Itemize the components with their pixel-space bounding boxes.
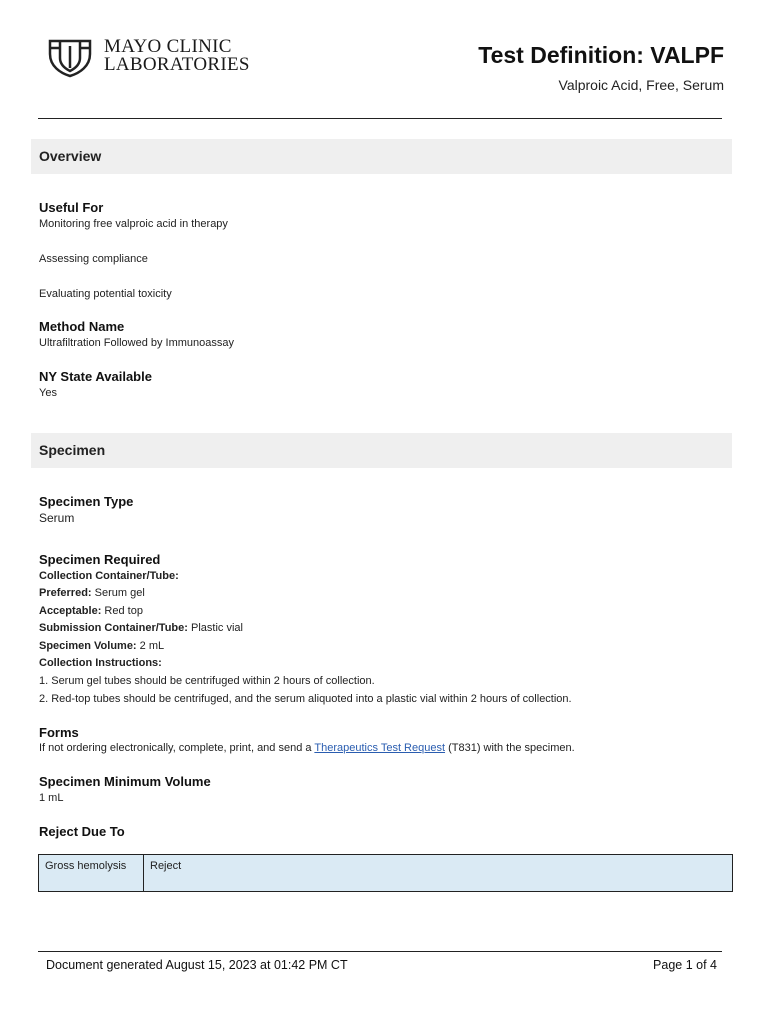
mayo-shield-icon — [46, 38, 94, 78]
forms-prefix: If not ordering electronically, complete, print, and send a — [39, 742, 312, 754]
method-name-heading: Method Name — [39, 319, 125, 334]
logo-line2: LABORATORIES — [104, 54, 250, 75]
overview-section-title: Overview — [39, 148, 102, 164]
specimen-section-bar — [31, 433, 732, 468]
volume-value: 2 mL — [139, 640, 165, 652]
reject-condition-cell: Gross hemolysis — [39, 855, 144, 892]
acceptable-value: Red top — [104, 605, 143, 617]
specimen-required-heading: Specimen Required — [39, 552, 161, 567]
specimen-section-title: Specimen — [39, 442, 106, 458]
ny-state-value: Yes — [39, 387, 57, 399]
instruction-item: 2. Red-top tubes should be centrifuged, and the serum aliquoted into a plastic vial within 2 hours of collection. — [39, 693, 572, 705]
volume-label: Specimen Volume: — [39, 640, 137, 652]
overview-section-bar — [31, 139, 732, 174]
table-row — [39, 855, 733, 892]
acceptable-line — [39, 605, 143, 617]
forms-suffix: (T831) with the specimen. — [448, 742, 575, 754]
reject-due-to-heading: Reject Due To — [39, 824, 125, 839]
min-volume-heading: Specimen Minimum Volume — [39, 774, 211, 789]
footer-generated: Document generated August 15, 2023 at 01:42 PM CT — [46, 958, 348, 972]
useful-for-item: Evaluating potential toxicity — [39, 288, 172, 300]
footer-divider — [38, 951, 722, 952]
method-name-value: Ultrafiltration Followed by Immunoassay — [39, 337, 235, 349]
submission-value: Plastic vial — [190, 622, 243, 634]
page-subtitle: Valproic Acid, Free, Serum — [558, 77, 724, 93]
ny-state-heading: NY State Available — [39, 369, 152, 384]
page-title: Test Definition: VALPF — [478, 42, 724, 68]
logo-line1: MAYO CLINIC — [104, 36, 232, 57]
forms-heading: Forms — [39, 725, 79, 740]
reject-table — [38, 854, 733, 892]
footer-page-number: Page 1 of 4 — [653, 958, 717, 972]
submission-label: Submission Container/Tube: — [39, 622, 188, 634]
min-volume-value: 1 mL — [39, 792, 64, 804]
submission-line — [39, 622, 243, 634]
useful-for-heading: Useful For — [39, 200, 104, 215]
reject-action-cell: Reject — [144, 855, 733, 892]
forms-text — [39, 742, 575, 754]
collection-instructions-label: Collection Instructions: — [39, 657, 162, 669]
specimen-type-value: Serum — [39, 511, 75, 525]
preferred-label: Preferred: — [39, 587, 92, 599]
useful-for-item: Monitoring free valproic acid in therapy — [39, 218, 228, 230]
therapeutics-test-request-link[interactable]: Therapeutics Test Request — [314, 742, 446, 754]
preferred-line — [39, 587, 145, 599]
preferred-value: Serum gel — [94, 587, 145, 599]
useful-for-item: Assessing compliance — [39, 253, 148, 265]
mayo-clinic-logo — [46, 38, 250, 78]
volume-line — [39, 640, 164, 652]
collection-container-label: Collection Container/Tube: — [39, 570, 179, 582]
instruction-item: 1. Serum gel tubes should be centrifuged within 2 hours of collection. — [39, 675, 375, 687]
acceptable-label: Acceptable: — [39, 605, 102, 617]
header-divider — [38, 118, 722, 119]
specimen-type-heading: Specimen Type — [39, 494, 134, 509]
